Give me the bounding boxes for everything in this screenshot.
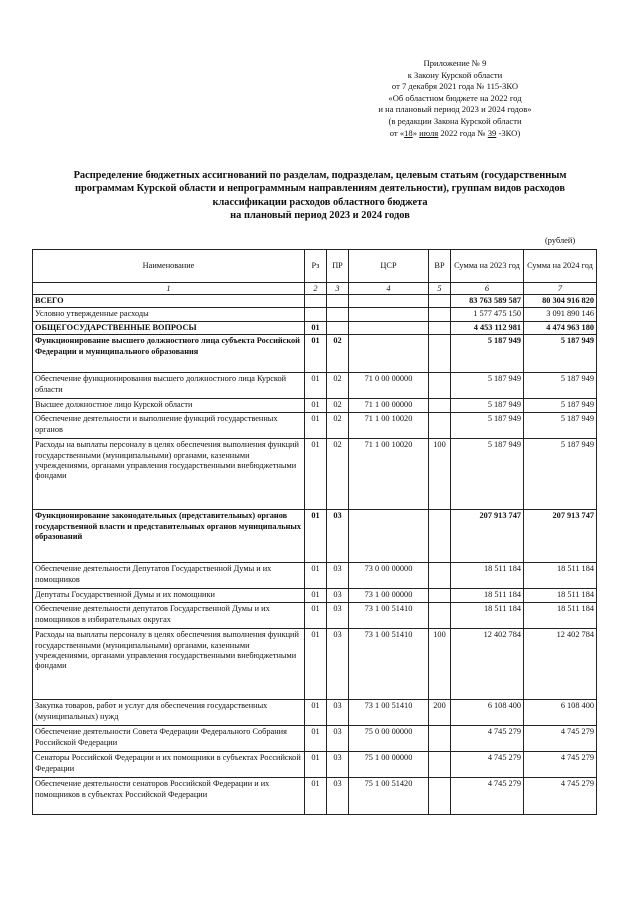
row-vr: 100 [429, 439, 451, 510]
row-sum-2023: 4 453 112 981 [451, 321, 524, 334]
row-rz: 01 [305, 589, 327, 603]
header-csr: ЦСР [349, 250, 429, 283]
budget-table [32, 249, 597, 815]
table-row [33, 589, 597, 603]
table-row [33, 510, 597, 563]
table-row [33, 726, 597, 752]
row-sum-2023: 18 511 184 [451, 603, 524, 629]
row-csr: 73 1 00 51410 [349, 603, 429, 629]
col-number: 4 [349, 283, 429, 295]
col-number: 5 [429, 283, 451, 295]
table-row [33, 399, 597, 413]
header-name: Наименование [33, 250, 305, 283]
row-sum-2024: 5 187 949 [524, 373, 597, 399]
row-pr: 03 [327, 563, 349, 589]
row-sum-2024: 4 474 963 180 [524, 321, 597, 334]
row-sum-2024: 18 511 184 [524, 589, 597, 603]
row-pr: 03 [327, 603, 349, 629]
row-csr: 71 0 00 00000 [349, 373, 429, 399]
header-pr: ПР [327, 250, 349, 283]
row-name: Закупка товаров, работ и услуг для обеспечения государственных (муниципальных) нужд [33, 700, 305, 726]
table-row [33, 700, 597, 726]
row-sum-2023: 5 187 949 [451, 439, 524, 510]
row-rz: 01 [305, 752, 327, 778]
row-csr: 71 1 00 10020 [349, 413, 429, 439]
row-name: Условно утвержденные расходы [33, 308, 305, 321]
column-number-row [33, 283, 597, 295]
row-csr: 73 0 00 00000 [349, 563, 429, 589]
row-csr: 73 1 00 51410 [349, 629, 429, 700]
row-sum-2024: 5 187 949 [524, 413, 597, 439]
title-line: классификации расходов областного бюджета [212, 196, 428, 208]
row-sum-2024: 4 745 279 [524, 752, 597, 778]
row-sum-2023: 5 187 949 [451, 335, 524, 373]
row-vr [429, 399, 451, 413]
row-pr: 02 [327, 399, 349, 413]
appendix-header [350, 58, 560, 139]
row-pr [327, 308, 349, 321]
table-row [33, 295, 597, 308]
row-vr [429, 335, 451, 373]
col-number: 1 [33, 283, 305, 295]
row-name: Депутаты Государственной Думы и их помощники [33, 589, 305, 603]
row-csr [349, 510, 429, 563]
row-sum-2023: 4 745 279 [451, 726, 524, 752]
header-sum-2024: Сумма на 2024 год [524, 250, 597, 283]
row-sum-2023: 207 913 747 [451, 510, 524, 563]
appendix-line: (в редакции Закона Курской области [388, 115, 522, 126]
row-sum-2023: 83 763 589 587 [451, 295, 524, 308]
row-sum-2024: 80 304 916 820 [524, 295, 597, 308]
row-sum-2024: 18 511 184 [524, 603, 597, 629]
row-sum-2024: 6 108 400 [524, 700, 597, 726]
header-sum-2023: Сумма на 2023 год [451, 250, 524, 283]
row-sum-2024: 3 091 890 146 [524, 308, 597, 321]
appendix-line: и на плановый период 2023 и 2024 годов» [378, 104, 532, 115]
row-csr: 75 1 00 00000 [349, 752, 429, 778]
row-pr: 03 [327, 778, 349, 815]
row-csr [349, 295, 429, 308]
date-year: 2022 года № [438, 127, 488, 138]
units-label: (рублей) [545, 236, 576, 245]
row-rz: 01 [305, 413, 327, 439]
row-sum-2024: 4 745 279 [524, 778, 597, 815]
row-pr: 03 [327, 589, 349, 603]
row-sum-2023: 4 745 279 [451, 778, 524, 815]
table-body [33, 295, 597, 815]
row-csr: 71 1 00 10020 [349, 439, 429, 510]
row-rz: 01 [305, 700, 327, 726]
col-number: 2 [305, 283, 327, 295]
header-rz: Рз [305, 250, 327, 283]
row-vr [429, 321, 451, 334]
row-rz: 01 [305, 726, 327, 752]
row-rz: 01 [305, 321, 327, 334]
row-name: Высшее должностное лицо Курской области [33, 399, 305, 413]
row-vr [429, 308, 451, 321]
row-vr [429, 510, 451, 563]
row-vr: 200 [429, 700, 451, 726]
row-sum-2024: 5 187 949 [524, 399, 597, 413]
date-prefix: от « [389, 127, 405, 138]
row-pr: 03 [327, 510, 349, 563]
row-sum-2023: 18 511 184 [451, 563, 524, 589]
row-sum-2024: 5 187 949 [524, 335, 597, 373]
title-line: программам Курской области и непрограммным направлениям деятельности), группам видов расходов [75, 183, 565, 195]
row-vr [429, 563, 451, 589]
table-row [33, 752, 597, 778]
row-name: ВСЕГО [33, 295, 305, 308]
row-vr [429, 778, 451, 815]
row-pr: 03 [327, 752, 349, 778]
table-row [33, 603, 597, 629]
table-row [33, 308, 597, 321]
row-name: Функционирование высшего должностного лица субъекта Российской Федерации и муниципального образования [33, 335, 305, 373]
row-vr [429, 295, 451, 308]
row-sum-2023: 5 187 949 [451, 399, 524, 413]
row-rz: 01 [305, 335, 327, 373]
row-pr: 02 [327, 413, 349, 439]
row-pr [327, 295, 349, 308]
row-sum-2023: 5 187 949 [451, 413, 524, 439]
row-name: ОБЩЕГОСУДАРСТВЕННЫЕ ВОПРОСЫ [33, 321, 305, 334]
header-vr: ВР [429, 250, 451, 283]
row-rz [305, 308, 327, 321]
row-name: Обеспечение деятельности и выполнение функций государственных органов [33, 413, 305, 439]
row-csr: 73 1 00 51410 [349, 700, 429, 726]
appendix-line: «Об областном бюджете на 2022 год [388, 92, 522, 103]
row-rz: 01 [305, 778, 327, 815]
row-sum-2023: 18 511 184 [451, 589, 524, 603]
row-csr: 75 1 00 51420 [349, 778, 429, 815]
document-title [28, 169, 612, 223]
row-rz: 01 [305, 510, 327, 563]
row-vr [429, 752, 451, 778]
row-rz [305, 295, 327, 308]
row-pr [327, 321, 349, 334]
row-csr [349, 335, 429, 373]
row-pr: 03 [327, 700, 349, 726]
row-csr: 73 1 00 00000 [349, 589, 429, 603]
row-name: Расходы на выплаты персоналу в целях обеспечения выполнения функций государственными (муниципальными) органами, казенными учреждениями, органами управления государственными внебюджетными фондами [33, 629, 305, 700]
row-rz: 01 [305, 399, 327, 413]
date-month: июля [419, 127, 439, 138]
row-sum-2024: 5 187 949 [524, 439, 597, 510]
row-pr: 02 [327, 439, 349, 510]
row-vr: 100 [429, 629, 451, 700]
law-number: 39 [487, 127, 497, 138]
table-row [33, 629, 597, 700]
table-row [33, 778, 597, 815]
row-sum-2023: 12 402 784 [451, 629, 524, 700]
row-sum-2023: 6 108 400 [451, 700, 524, 726]
appendix-line: Приложение № 9 [423, 58, 487, 68]
row-vr [429, 373, 451, 399]
row-sum-2023: 4 745 279 [451, 752, 524, 778]
row-pr: 03 [327, 629, 349, 700]
row-name: Функционирование законодательных (представительных) органов государственной власти и представительных органов муниципальных образований [33, 510, 305, 563]
row-csr [349, 308, 429, 321]
date-day: 18 [404, 127, 413, 138]
row-sum-2023: 5 187 949 [451, 373, 524, 399]
title-line: Распределение бюджетных ассигнований по разделам, подразделам, целевым статьям (государственным [73, 170, 567, 181]
row-name: Сенаторы Российской Федерации и их помощники в субъектах Российской Федерации [33, 752, 305, 778]
table-header-row [33, 250, 597, 283]
row-csr: 75 0 00 00000 [349, 726, 429, 752]
row-sum-2024: 207 913 747 [524, 510, 597, 563]
row-sum-2023: 1 577 475 150 [451, 308, 524, 321]
date-suffix: -ЗКО) [496, 127, 521, 138]
row-pr: 02 [327, 335, 349, 373]
table-row [33, 413, 597, 439]
appendix-line: к Закону Курской области [407, 69, 503, 80]
appendix-date-line [350, 128, 560, 140]
row-sum-2024: 4 745 279 [524, 726, 597, 752]
table-row [33, 563, 597, 589]
row-sum-2024: 12 402 784 [524, 629, 597, 700]
row-csr [349, 321, 429, 334]
table-row [33, 321, 597, 334]
appendix-line: от 7 декабря 2021 года № 115-ЗКО [391, 81, 519, 92]
row-vr [429, 726, 451, 752]
title-line: на плановый период 2023 и 2024 годов [230, 210, 410, 222]
row-rz: 01 [305, 629, 327, 700]
col-number: 3 [327, 283, 349, 295]
col-number: 7 [524, 283, 597, 295]
table-row [33, 373, 597, 399]
row-pr: 03 [327, 726, 349, 752]
row-name: Расходы на выплаты персоналу в целях обеспечения выполнения функций государственными (муниципальными) органами, казенными учреждениями, органами управления государственными внебюджетными фондами [33, 439, 305, 510]
row-rz: 01 [305, 603, 327, 629]
date-mid: » [412, 127, 420, 138]
row-vr [429, 413, 451, 439]
table-row [33, 439, 597, 510]
row-vr [429, 603, 451, 629]
row-name: Обеспечение деятельности сенаторов Российской Федерации и их помощников в субъектах Российской Федерации [33, 778, 305, 815]
row-name: Обеспечение функционирования высшего должностного лица Курской области [33, 373, 305, 399]
row-rz: 01 [305, 439, 327, 510]
row-name: Обеспечение деятельности Совета Федерации Федерального Собрания Российской Федерации [33, 726, 305, 752]
col-number: 6 [451, 283, 524, 295]
table-row [33, 335, 597, 373]
row-csr: 71 1 00 00000 [349, 399, 429, 413]
row-pr: 02 [327, 373, 349, 399]
row-sum-2024: 18 511 184 [524, 563, 597, 589]
row-rz: 01 [305, 563, 327, 589]
row-vr [429, 589, 451, 603]
row-name: Обеспечение деятельности Депутатов Государственной Думы и их помощников [33, 563, 305, 589]
row-rz: 01 [305, 373, 327, 399]
row-name: Обеспечение деятельности депутатов Государственной Думы и их помощников в избирательных округах [33, 603, 305, 629]
